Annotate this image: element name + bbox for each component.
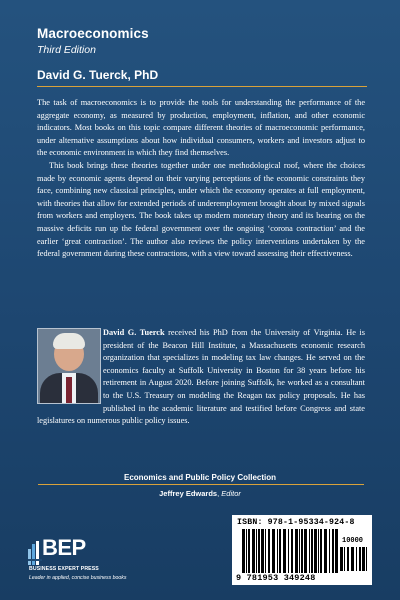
book-edition: Third Edition bbox=[37, 44, 96, 56]
series-editor-role: Editor bbox=[221, 489, 241, 498]
publisher-logo-text: BEP bbox=[42, 535, 86, 560]
book-title: Macroeconomics bbox=[37, 26, 149, 41]
author-bio bbox=[37, 327, 365, 428]
bio-text: received his PhD from the University of Virginia. He is president of the Beacon Hill Institute, a Massachusetts economic research organization that specializes in modeling tax law changes. He served on the economics faculty at Suffolk University in Boston for 38 years before his retirement in August 2020. Before joining Suffolk, he worked as a consultant to the U.S. Treasury on modeling the Reagan tax policy proposals. He has published in the academic literature and testified before Congress and state legislatures on numerous public policy issues. bbox=[37, 328, 365, 426]
publisher-tagline: Leader in applied, concise business books bbox=[29, 575, 127, 581]
price-code: 10000 bbox=[342, 537, 364, 545]
publisher-logo bbox=[28, 535, 138, 590]
isbn-barcode bbox=[232, 515, 372, 585]
bio-author-name: David G. Tuerck bbox=[103, 328, 165, 337]
price-barcode-icon bbox=[340, 547, 368, 571]
publisher-bars-icon bbox=[28, 541, 42, 565]
divider-rule bbox=[37, 86, 367, 87]
description-paragraph: The task of macroeconomics is to provide the tools for understanding the performance of the aggregate economy, as measured by production, employment, inflation, and other economic indicators. Most books on this topic compare different theories of macroeconomic performance, under alternative assumptions about how individual consumers, workers and investors adjust to the economic environment in which they find themselves. bbox=[37, 98, 365, 158]
publisher-name: BUSINESS EXPERT PRESS bbox=[29, 566, 99, 572]
book-description bbox=[37, 97, 365, 261]
series-editor-name: Jeffrey Edwards bbox=[159, 489, 218, 498]
description-paragraph: This book brings these theories together under one methodological roof, where the choices made by economic agents depend on their varying perceptions of the economic constraints they face, combining new classical principles, under which the economy operates at full employment, with theories that allow for extended periods of underemployment brought about by mixed signals from workers and employers. The book takes up modern monetary theory and its bearing on the massive deficits run up the federal government over the ongoing ‘corona contraction’ and the earlier ‘great contraction’. The author also reviews the policy interventions undertaken by the federal government during these contractions, with a view toward assessing their effectiveness. bbox=[37, 160, 365, 259]
ean-number: 9 781953 349248 bbox=[236, 573, 316, 583]
book-author: David G. Tuerck, PhD bbox=[37, 68, 159, 82]
barcode-bars-icon bbox=[242, 529, 338, 573]
isbn-number: ISBN: 978-1-95334-924-8 bbox=[237, 518, 355, 527]
series-editor: Jeffrey Edwards, Editor bbox=[159, 489, 241, 498]
series-name: Economics and Public Policy Collection bbox=[123, 473, 277, 482]
series-rule bbox=[38, 484, 364, 485]
